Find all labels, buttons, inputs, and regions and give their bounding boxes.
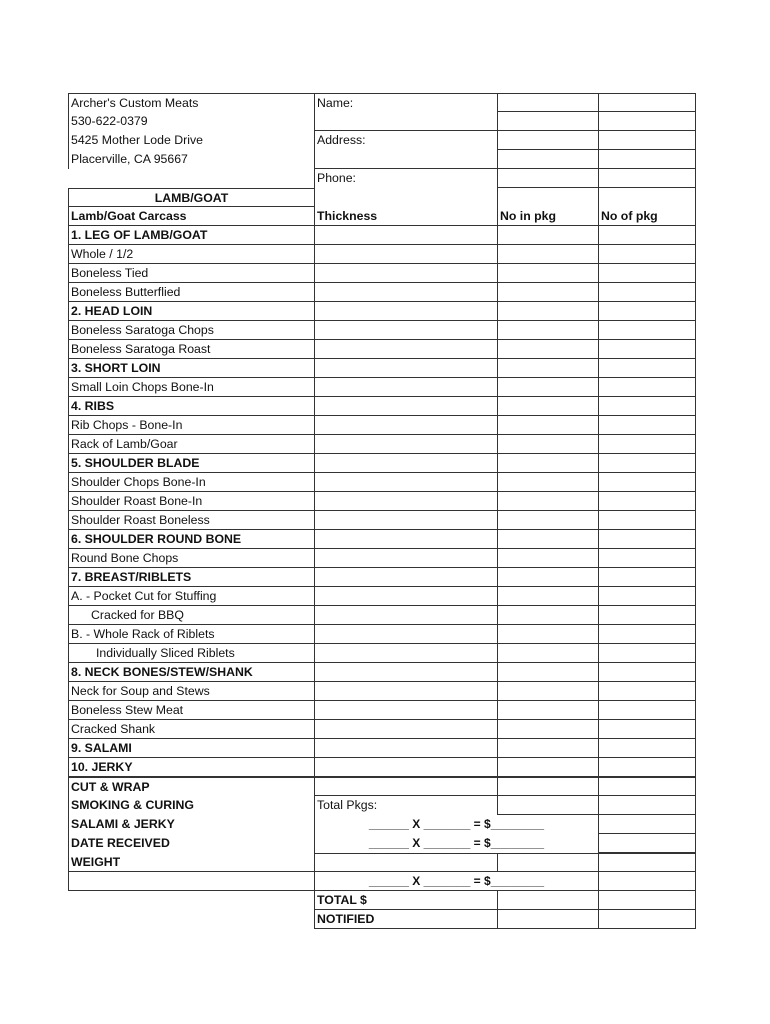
thickness-cell[interactable] bbox=[314, 758, 497, 777]
footer-cell[interactable] bbox=[598, 777, 696, 796]
no-in-pkg-cell[interactable] bbox=[497, 359, 598, 378]
cut-row bbox=[68, 378, 696, 397]
no-of-pkg-cell[interactable] bbox=[598, 302, 696, 321]
header-cell bbox=[598, 93, 696, 112]
cut-row bbox=[68, 473, 696, 492]
thickness-cell[interactable] bbox=[314, 397, 497, 416]
business-phone: 530-622-0379 bbox=[68, 112, 314, 131]
no-of-pkg-cell[interactable] bbox=[598, 416, 696, 435]
cut-row bbox=[68, 758, 696, 777]
cut-item-label: Small Loin Chops Bone-In bbox=[68, 378, 314, 397]
footer-cell[interactable] bbox=[598, 910, 696, 929]
cut-category-label: 1. LEG OF LAMB/GOAT bbox=[68, 226, 314, 245]
calc-line-1[interactable]: ______ X _______ = $________ bbox=[314, 815, 598, 834]
customer-name-field[interactable]: Name: bbox=[314, 93, 497, 112]
cut-item-label: A. - Pocket Cut for Stuffing bbox=[68, 587, 314, 606]
cut-row bbox=[68, 587, 696, 606]
no-of-pkg-cell[interactable] bbox=[598, 625, 696, 644]
customer-phone-field[interactable]: Phone: bbox=[314, 169, 497, 188]
no-in-pkg-cell[interactable] bbox=[497, 758, 598, 777]
cut-row bbox=[68, 340, 696, 359]
cut-row bbox=[68, 511, 696, 530]
thickness-cell[interactable] bbox=[314, 321, 497, 340]
cut-category-label: 4. RIBS bbox=[68, 397, 314, 416]
header-row-1 bbox=[68, 93, 696, 112]
thickness-cell[interactable] bbox=[314, 720, 497, 739]
thickness-cell[interactable] bbox=[314, 245, 497, 264]
cut-row bbox=[68, 397, 696, 416]
no-in-pkg-cell[interactable] bbox=[497, 606, 598, 625]
thickness-cell[interactable] bbox=[314, 454, 497, 473]
no-of-pkg-cell[interactable] bbox=[598, 549, 696, 568]
cut-item-label: Cracked for BBQ bbox=[68, 606, 314, 625]
cut-row bbox=[68, 454, 696, 473]
column-header-row bbox=[68, 207, 696, 226]
notified-label: NOTIFIED bbox=[314, 910, 497, 929]
footer-cell[interactable] bbox=[598, 796, 696, 815]
thickness-cell[interactable] bbox=[314, 568, 497, 587]
header-row-5 bbox=[68, 169, 696, 188]
no-of-pkg-cell[interactable] bbox=[598, 682, 696, 701]
spacer bbox=[68, 169, 314, 188]
business-name: Archer's Custom Meats bbox=[68, 93, 314, 112]
cut-row bbox=[68, 549, 696, 568]
footer-row-6 bbox=[68, 872, 696, 891]
cut-row bbox=[68, 321, 696, 340]
cut-item-label: Shoulder Roast Bone-In bbox=[68, 492, 314, 511]
no-in-pkg-cell[interactable] bbox=[497, 511, 598, 530]
cut-item-label: Shoulder Roast Boneless bbox=[68, 511, 314, 530]
header-cell bbox=[314, 188, 497, 207]
no-of-pkg-cell[interactable] bbox=[598, 511, 696, 530]
cut-category-label: 8. NECK BONES/STEW/SHANK bbox=[68, 663, 314, 682]
cut-row bbox=[68, 226, 696, 245]
business-city: Placerville, CA 95667 bbox=[68, 150, 314, 169]
cut-rows bbox=[68, 226, 696, 777]
cut-item-label: Neck for Soup and Stews bbox=[68, 682, 314, 701]
no-in-pkg-cell[interactable] bbox=[497, 416, 598, 435]
thickness-cell[interactable] bbox=[314, 511, 497, 530]
cut-row bbox=[68, 568, 696, 587]
thickness-cell[interactable] bbox=[314, 682, 497, 701]
footer-cell[interactable] bbox=[497, 777, 598, 796]
footer-cell[interactable] bbox=[598, 891, 696, 910]
no-of-pkg-cell[interactable] bbox=[598, 606, 696, 625]
thickness-cell[interactable] bbox=[314, 435, 497, 454]
no-in-pkg-cell[interactable] bbox=[497, 682, 598, 701]
cut-category-label: 9. SALAMI bbox=[68, 739, 314, 758]
no-of-pkg-cell[interactable] bbox=[598, 245, 696, 264]
no-of-pkg-cell[interactable] bbox=[598, 378, 696, 397]
thickness-cell[interactable] bbox=[314, 340, 497, 359]
thickness-cell[interactable] bbox=[314, 606, 497, 625]
cut-item-label: Cracked Shank bbox=[68, 720, 314, 739]
no-in-pkg-cell[interactable] bbox=[497, 739, 598, 758]
thickness-cell[interactable] bbox=[314, 302, 497, 321]
column-header-no-in-pkg: No in pkg bbox=[497, 207, 598, 226]
cut-category-label: 2. HEAD LOIN bbox=[68, 302, 314, 321]
header-row-2 bbox=[68, 112, 696, 131]
cut-item-label: Rib Chops - Bone-In bbox=[68, 416, 314, 435]
no-in-pkg-cell[interactable] bbox=[497, 454, 598, 473]
no-in-pkg-cell[interactable] bbox=[497, 568, 598, 587]
no-in-pkg-cell[interactable] bbox=[497, 226, 598, 245]
no-of-pkg-cell[interactable] bbox=[598, 359, 696, 378]
footer-row-5 bbox=[68, 853, 696, 872]
cut-row bbox=[68, 435, 696, 454]
cut-row bbox=[68, 720, 696, 739]
header-cell bbox=[598, 112, 696, 131]
cut-item-label: Shoulder Chops Bone-In bbox=[68, 473, 314, 492]
header-cell bbox=[497, 93, 598, 112]
footer-row-2 bbox=[68, 796, 696, 815]
footer-cell[interactable] bbox=[497, 910, 598, 929]
no-in-pkg-cell[interactable] bbox=[497, 663, 598, 682]
no-in-pkg-cell[interactable] bbox=[497, 587, 598, 606]
footer-row-4 bbox=[68, 834, 696, 853]
header-cell bbox=[497, 150, 598, 169]
total-pkgs-label: Total Pkgs: bbox=[314, 796, 497, 815]
thickness-cell[interactable] bbox=[314, 587, 497, 606]
footer-cell[interactable] bbox=[598, 815, 696, 834]
cut-item-label: Individually Sliced Riblets bbox=[68, 644, 314, 663]
thickness-cell[interactable] bbox=[314, 663, 497, 682]
no-in-pkg-cell[interactable] bbox=[497, 701, 598, 720]
customer-address-field[interactable]: Address: bbox=[314, 131, 497, 150]
footer-cell[interactable] bbox=[497, 796, 598, 815]
calc-line-2[interactable]: ______ X _______ = $________ bbox=[314, 834, 598, 853]
no-in-pkg-cell[interactable] bbox=[497, 625, 598, 644]
no-in-pkg-cell[interactable] bbox=[497, 378, 598, 397]
cut-row bbox=[68, 739, 696, 758]
footer-cell[interactable] bbox=[598, 834, 696, 853]
no-in-pkg-cell[interactable] bbox=[497, 435, 598, 454]
cut-row bbox=[68, 264, 696, 283]
date-received-label: DATE RECEIVED bbox=[68, 834, 314, 853]
thickness-cell[interactable] bbox=[314, 378, 497, 397]
header-cell bbox=[497, 188, 598, 207]
thickness-cell[interactable] bbox=[314, 644, 497, 663]
section-title: LAMB/GOAT bbox=[68, 188, 314, 207]
no-of-pkg-cell[interactable] bbox=[598, 321, 696, 340]
no-of-pkg-cell[interactable] bbox=[598, 758, 696, 777]
thickness-cell[interactable] bbox=[314, 492, 497, 511]
calc-line-3[interactable]: ______ X _______ = $________ bbox=[314, 872, 598, 891]
salami-jerky-label: SALAMI & JERKY bbox=[68, 815, 314, 834]
cut-row bbox=[68, 283, 696, 302]
cut-row bbox=[68, 625, 696, 644]
thickness-cell[interactable] bbox=[314, 226, 497, 245]
thickness-cell[interactable] bbox=[314, 416, 497, 435]
cut-category-label: 7. BREAST/RIBLETS bbox=[68, 568, 314, 587]
cut-row bbox=[68, 701, 696, 720]
header-cell bbox=[497, 169, 598, 188]
cut-row bbox=[68, 606, 696, 625]
no-of-pkg-cell[interactable] bbox=[598, 720, 696, 739]
footer-row-8 bbox=[68, 910, 696, 929]
no-in-pkg-cell[interactable] bbox=[497, 720, 598, 739]
header-cell bbox=[598, 169, 696, 188]
cut-wrap-label: CUT & WRAP bbox=[68, 777, 314, 796]
cut-row bbox=[68, 416, 696, 435]
no-of-pkg-cell[interactable] bbox=[598, 587, 696, 606]
footer-cell[interactable] bbox=[497, 853, 598, 872]
no-in-pkg-cell[interactable] bbox=[497, 492, 598, 511]
no-of-pkg-cell[interactable] bbox=[598, 264, 696, 283]
column-header-no-of-pkg: No of pkg bbox=[598, 207, 696, 226]
cut-item-label: Rack of Lamb/Goar bbox=[68, 435, 314, 454]
no-in-pkg-cell[interactable] bbox=[497, 245, 598, 264]
thickness-cell[interactable] bbox=[314, 359, 497, 378]
cut-row bbox=[68, 245, 696, 264]
cut-category-label: 6. SHOULDER ROUND BONE bbox=[68, 530, 314, 549]
cut-item-label: Boneless Butterflied bbox=[68, 283, 314, 302]
no-of-pkg-cell[interactable] bbox=[598, 492, 696, 511]
cut-item-label: B. - Whole Rack of Riblets bbox=[68, 625, 314, 644]
cut-item-label: Boneless Stew Meat bbox=[68, 701, 314, 720]
no-in-pkg-cell[interactable] bbox=[497, 644, 598, 663]
customer-name-line[interactable] bbox=[314, 112, 497, 131]
cut-category-label: 5. SHOULDER BLADE bbox=[68, 454, 314, 473]
cut-item-label: Boneless Saratoga Chops bbox=[68, 321, 314, 340]
no-of-pkg-cell[interactable] bbox=[598, 644, 696, 663]
cut-item-label: Whole / 1/2 bbox=[68, 245, 314, 264]
cut-item-label: Boneless Saratoga Roast bbox=[68, 340, 314, 359]
section-title-row bbox=[68, 188, 696, 207]
no-of-pkg-cell[interactable] bbox=[598, 739, 696, 758]
header-row-3 bbox=[68, 131, 696, 150]
no-in-pkg-cell[interactable] bbox=[497, 473, 598, 492]
no-in-pkg-cell[interactable] bbox=[497, 530, 598, 549]
no-of-pkg-cell[interactable] bbox=[598, 435, 696, 454]
no-in-pkg-cell[interactable] bbox=[497, 321, 598, 340]
header-cell bbox=[497, 112, 598, 131]
no-of-pkg-cell[interactable] bbox=[598, 340, 696, 359]
cut-row bbox=[68, 359, 696, 378]
thickness-cell[interactable] bbox=[314, 530, 497, 549]
footer-cell[interactable] bbox=[314, 777, 497, 796]
no-of-pkg-cell[interactable] bbox=[598, 454, 696, 473]
no-of-pkg-cell[interactable] bbox=[598, 701, 696, 720]
smoking-curing-label: SMOKING & CURING bbox=[68, 796, 314, 815]
cut-category-label: 3. SHORT LOIN bbox=[68, 359, 314, 378]
thickness-cell[interactable] bbox=[314, 625, 497, 644]
footer-cell[interactable] bbox=[497, 891, 598, 910]
header-cell bbox=[598, 131, 696, 150]
no-in-pkg-cell[interactable] bbox=[497, 283, 598, 302]
weight-value-field[interactable] bbox=[68, 872, 314, 891]
cut-row bbox=[68, 492, 696, 511]
column-header-cut: Lamb/Goat Carcass bbox=[68, 207, 314, 226]
cut-row bbox=[68, 530, 696, 549]
header-cell bbox=[598, 188, 696, 207]
no-in-pkg-cell[interactable] bbox=[497, 340, 598, 359]
footer-row-1 bbox=[68, 777, 696, 796]
thickness-cell[interactable] bbox=[314, 264, 497, 283]
cut-item-label: Boneless Tied bbox=[68, 264, 314, 283]
no-of-pkg-cell[interactable] bbox=[598, 530, 696, 549]
header-row-4 bbox=[68, 150, 696, 169]
cut-row bbox=[68, 644, 696, 663]
weight-label: WEIGHT bbox=[68, 853, 314, 872]
no-of-pkg-cell[interactable] bbox=[598, 283, 696, 302]
header-cell bbox=[497, 131, 598, 150]
thickness-cell[interactable] bbox=[314, 739, 497, 758]
no-of-pkg-cell[interactable] bbox=[598, 473, 696, 492]
total-label: TOTAL $ bbox=[314, 891, 497, 910]
no-in-pkg-cell[interactable] bbox=[497, 302, 598, 321]
footer-row-3 bbox=[68, 815, 696, 834]
footer-row-7 bbox=[68, 891, 696, 910]
no-of-pkg-cell[interactable] bbox=[598, 663, 696, 682]
no-of-pkg-cell[interactable] bbox=[598, 568, 696, 587]
column-header-thickness: Thickness bbox=[314, 207, 497, 226]
footer-cell[interactable] bbox=[598, 872, 696, 891]
cut-row bbox=[68, 682, 696, 701]
header-cell bbox=[598, 150, 696, 169]
no-of-pkg-cell[interactable] bbox=[598, 397, 696, 416]
business-street: 5425 Mother Lode Drive bbox=[68, 131, 314, 150]
cut-category-label: 10. JERKY bbox=[68, 758, 314, 777]
cut-row bbox=[68, 663, 696, 682]
thickness-cell[interactable] bbox=[314, 549, 497, 568]
cut-item-label: Round Bone Chops bbox=[68, 549, 314, 568]
cut-sheet-form bbox=[68, 93, 696, 929]
no-in-pkg-cell[interactable] bbox=[497, 397, 598, 416]
cut-row bbox=[68, 302, 696, 321]
thickness-cell[interactable] bbox=[314, 473, 497, 492]
footer-cell[interactable] bbox=[314, 853, 497, 872]
customer-address-line[interactable] bbox=[314, 150, 497, 169]
no-in-pkg-cell[interactable] bbox=[497, 264, 598, 283]
no-of-pkg-cell[interactable] bbox=[598, 226, 696, 245]
footer-cell[interactable] bbox=[598, 853, 696, 872]
thickness-cell[interactable] bbox=[314, 701, 497, 720]
thickness-cell[interactable] bbox=[314, 283, 497, 302]
no-in-pkg-cell[interactable] bbox=[497, 549, 598, 568]
